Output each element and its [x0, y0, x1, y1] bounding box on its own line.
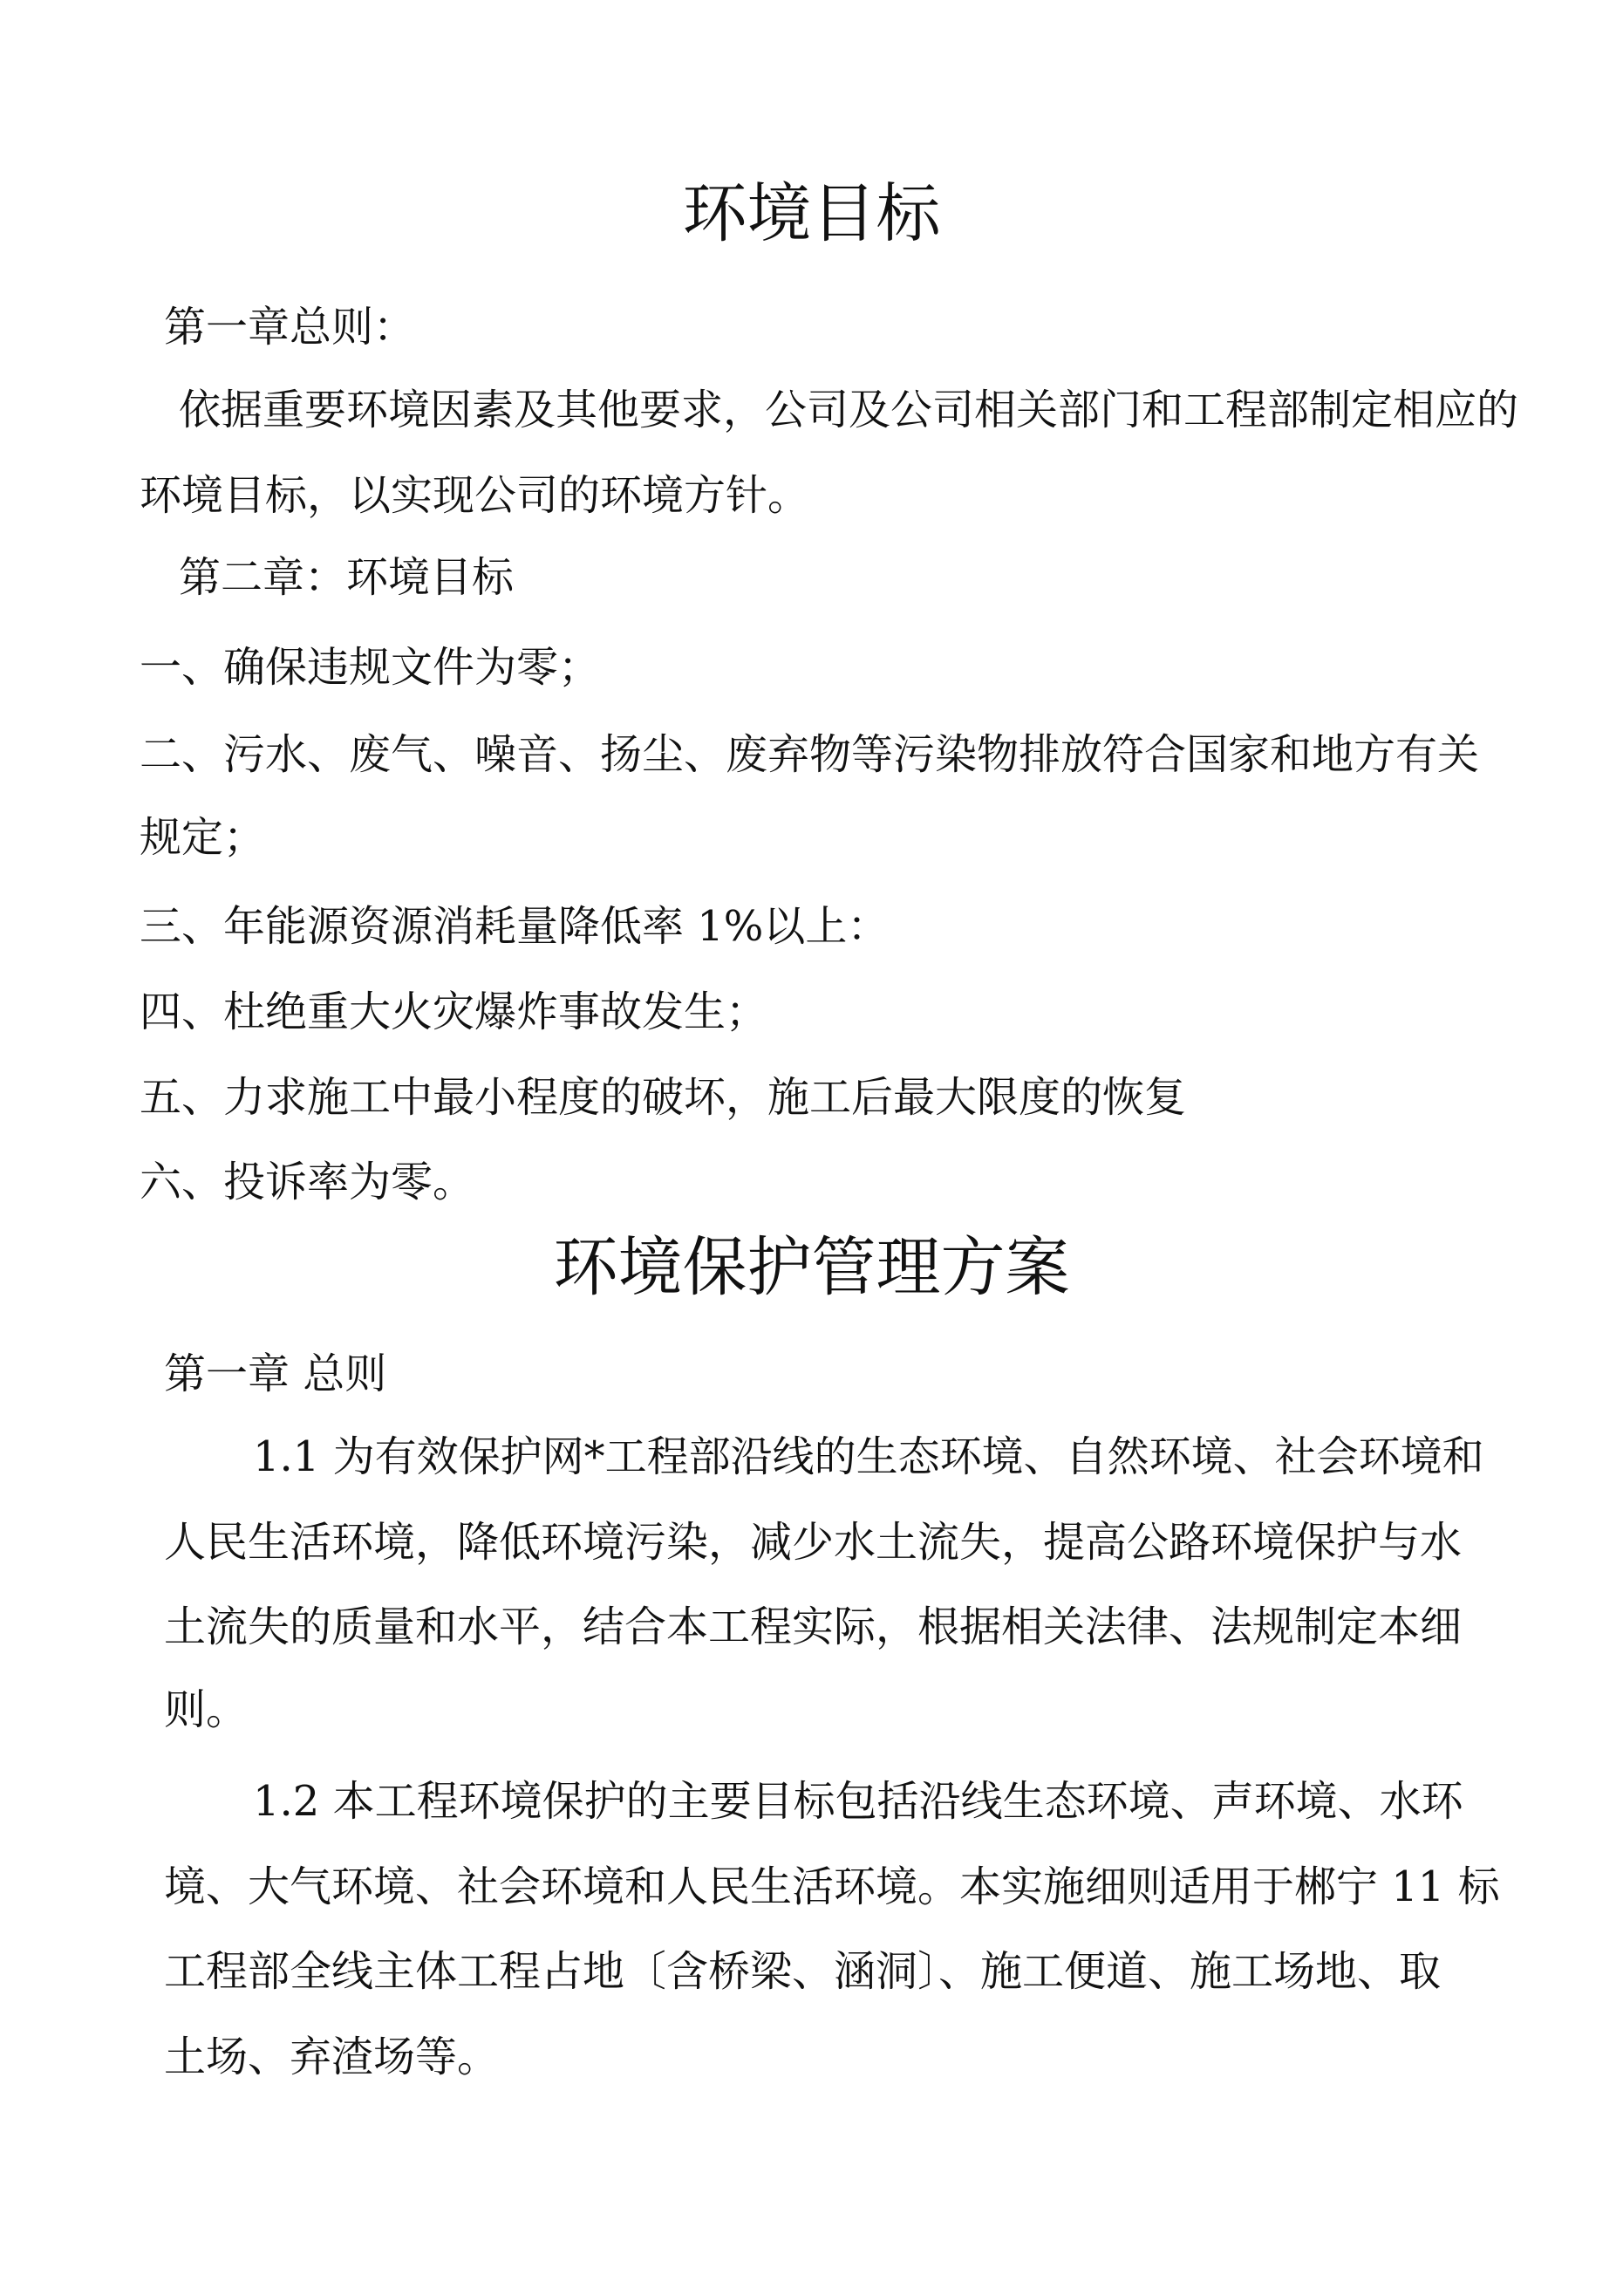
chapter-heading: 第二章：环境目标: [179, 553, 515, 602]
paragraph-line: 则。: [164, 1685, 249, 1734]
chapter-heading: 第一章 总则: [164, 1350, 387, 1398]
section-title-environment-goals: 环境目标: [682, 176, 941, 251]
paragraph-line: 境、大气环境、社会环境和人民生活环境。本实施细则适用于郴宁 11 标: [164, 1862, 1500, 1911]
list-item: 三、年能源资源消耗量降低率 1%以上：: [140, 902, 890, 951]
paragraph-line: 土流失的质量和水平，结合本工程实际，根据相关法律、法规制定本细: [164, 1602, 1463, 1651]
list-item: 规定；: [140, 813, 266, 862]
paragraph-line: 1.2 本工程环境保护的主要目标包括沿线生态环境、声环境、水环: [253, 1777, 1463, 1826]
paragraph-line: 土场、弃渣场等。: [164, 2033, 500, 2081]
list-item: 一、确保违规文件为零；: [140, 643, 601, 692]
paragraph-line: 依据重要环境因素及其他要求，公司及公司相关部门和工程部制定相应的: [179, 386, 1519, 434]
list-item: 四、杜绝重大火灾爆炸事故发生；: [140, 987, 768, 1036]
list-item: 五、力求施工中最小程度的破坏，施工后最大限度的恢复: [140, 1073, 1187, 1122]
chapter-heading: 第一章总则：: [164, 303, 416, 352]
paragraph-line: 人民生活环境，降低环境污染，减少水土流失，提高公路环境保护与水: [164, 1518, 1463, 1567]
section-title-environment-protection-plan: 环境保护管理方案: [553, 1230, 1070, 1305]
paragraph-line: 环境目标，以实现公司的环境方针。: [140, 471, 810, 520]
paragraph-line: 工程部全线主体工程占地〔含桥梁、涵洞〕、施工便道、施工场地、取: [164, 1947, 1442, 1996]
list-item: 二、污水、废气、噪音、扬尘、废弃物等污染物排放符合国家和地方有关: [140, 730, 1480, 779]
list-item: 六、投诉率为零。: [140, 1158, 475, 1206]
paragraph-line: 1.1 为有效保护网*工程部沿线的生态环境、自然环境、社会环境和: [253, 1432, 1484, 1481]
